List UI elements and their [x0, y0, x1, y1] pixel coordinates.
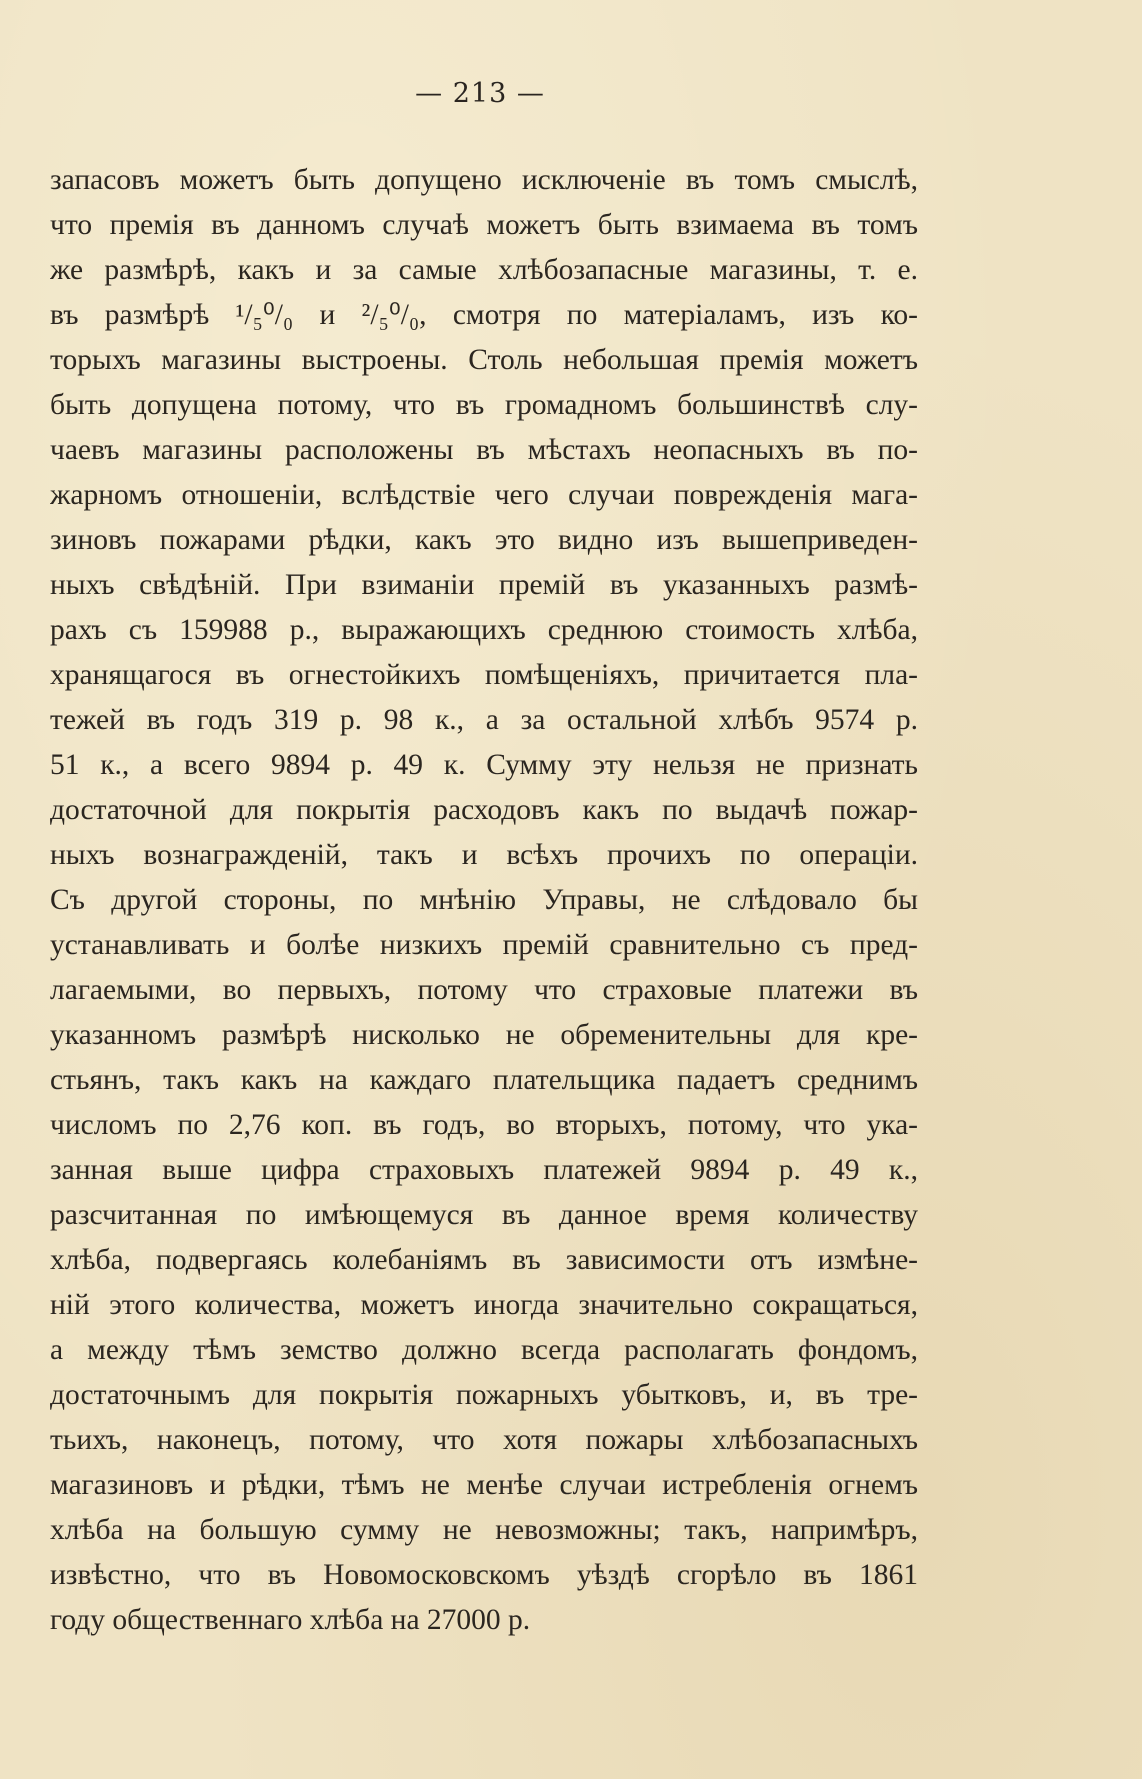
text-line: ній этого количества, можетъ иногда значительно сокращаться, [50, 1289, 918, 1321]
page-number: — 213 — [415, 78, 545, 109]
text-line: извѣстно, что въ Новомосковскомъ уѣздѣ сгорѣло въ 1861 [50, 1559, 918, 1591]
text-line: достаточной для покрытія расходовъ какъ по выдачѣ пожар- [50, 794, 918, 826]
text-line: же размѣрѣ, какъ и за самые хлѣбозапасные магазины, т. е. [50, 254, 918, 286]
text-line: жарномъ отношеніи, вслѣдствіе чего случаи поврежденія мага- [50, 479, 918, 511]
text-line: устанавливать и болѣе низкихъ премій сравнительно съ пред- [50, 929, 918, 961]
text-line: а между тѣмъ земство должно всегда располагать фондомъ, [50, 1334, 918, 1366]
text-line: стьянъ, такъ какъ на каждаго плательщика падаетъ среднимъ [50, 1064, 918, 1096]
text-line: достаточнымъ для покрытія пожарныхъ убытковъ, и, въ тре- [50, 1379, 918, 1411]
text-line: тежей въ годъ 319 р. 98 к., а за остальной хлѣбъ 9574 р. [50, 704, 918, 736]
text-line: году общественнаго хлѣба на 27000 р. [50, 1604, 531, 1636]
text-line: въ размѣрѣ ¹/₅⁰/₀ и ²/₅⁰/₀, смотря по матеріаламъ, изъ ко- [50, 299, 918, 331]
text-line: хранящагося въ огнестойкихъ помѣщеніяхъ, причитается пла- [50, 659, 918, 691]
text-line: хлѣба на большую сумму не невозможны; такъ, напримѣръ, [50, 1514, 918, 1546]
text-line: ныхъ свѣдѣній. При взиманіи премій въ указанныхъ размѣ- [50, 569, 918, 601]
body-text [50, 158, 918, 1643]
text-line: хлѣба, подвергаясь колебаніямъ въ зависимости отъ измѣне- [50, 1244, 918, 1276]
text-line: тьихъ, наконецъ, потому, что хотя пожары хлѣбозапасныхъ [50, 1424, 918, 1456]
text-line: занная выше цифра страховыхъ платежей 9894 р. 49 к., [50, 1154, 918, 1186]
text-line: 51 к., а всего 9894 р. 49 к. Сумму эту нельзя не признать [50, 749, 918, 781]
text-line: магазиновъ и рѣдки, тѣмъ не менѣе случаи истребленія огнемъ [50, 1469, 918, 1501]
text-line: лагаемыми, во первыхъ, потому что страховые платежи въ [50, 974, 918, 1006]
text-line: быть допущена потому, что въ громадномъ большинствѣ слу- [50, 389, 918, 421]
text-line: разсчитанная по имѣющемуся въ данное время количеству [50, 1199, 918, 1231]
text-line: Съ другой стороны, по мнѣнію Управы, не слѣдовало бы [50, 884, 918, 916]
text-line: ныхъ вознагражденій, такъ и всѣхъ прочихъ по операціи. [50, 839, 918, 871]
text-line: запасовъ можетъ быть допущено исключеніе въ томъ смыслѣ, [50, 164, 918, 196]
text-line: зиновъ пожарами рѣдки, какъ это видно изъ вышеприведен- [50, 524, 918, 556]
text-line: что премія въ данномъ случаѣ можетъ быть взимаема въ томъ [50, 209, 918, 241]
text-line: числомъ по 2,76 коп. въ годъ, во вторыхъ, потому, что ука- [50, 1109, 918, 1141]
text-line: рахъ съ 159988 р., выражающихъ среднюю стоимость хлѣба, [50, 614, 918, 646]
text-line: чаевъ магазины расположены въ мѣстахъ неопасныхъ въ по- [50, 434, 918, 466]
text-line: торыхъ магазины выстроены. Столь небольшая премія можетъ [50, 344, 918, 376]
text-line: указанномъ размѣрѣ нисколько не обременительны для кре- [50, 1019, 918, 1051]
